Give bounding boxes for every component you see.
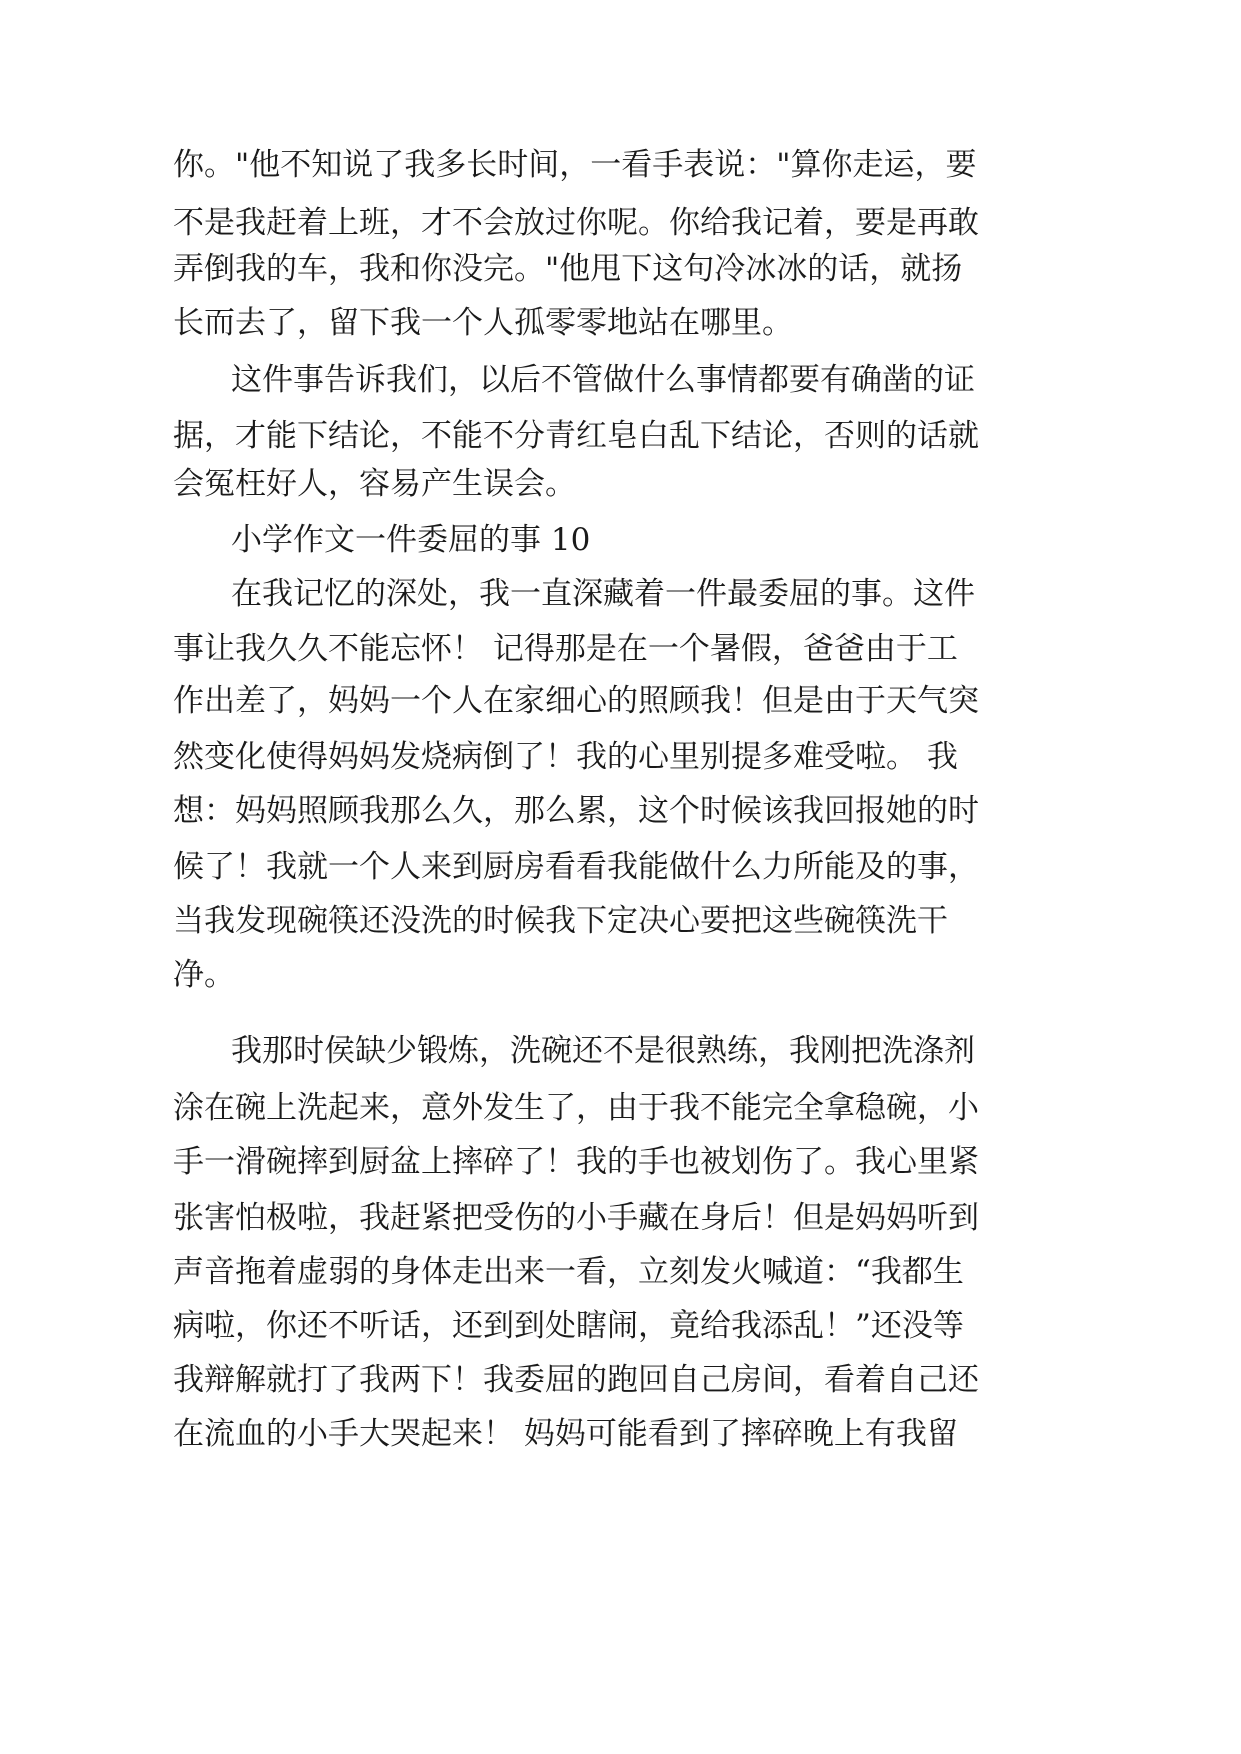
text-line: 长而去了，留下我一个人孤零零地站在哪里。 [173, 305, 793, 341]
text-line: 不是我赶着上班，才不会放过你呢。你给我记着，要是再敢 [173, 205, 979, 241]
text-line: 涂在碗上洗起来，意外发生了，由于我不能完全拿稳碗，小 [173, 1090, 979, 1126]
text-line: 候了！我就一个人来到厨房看看我能做什么力所能及的事， [173, 849, 979, 885]
text-line: 手一滑碗摔到厨盆上摔碎了！我的手也被划伤了。我心里紧 [173, 1144, 979, 1180]
text-line: 想：妈妈照顾我那么久，那么累，这个时候该我回报她的时 [173, 793, 979, 829]
text-line: 会冤枉好人，容易产生误会。 [173, 466, 576, 502]
text-line: 我辩解就打了我两下！我委屈的跑回自己房间，看着自己还 [173, 1362, 979, 1398]
text-line: 弄倒我的车，我和你没完。"他甩下这句冷冰冰的话，就扬 [173, 251, 963, 287]
text-line: 据，才能下结论，不能不分青红皂白乱下结论，否则的话就 [173, 418, 979, 454]
text-line: 事让我久久不能忘怀！ 记得那是在一个暑假，爸爸由于工 [173, 631, 958, 667]
text-line: 我那时侯缺少锻炼，洗碗还不是很熟练，我刚把洗涤剂 [231, 1033, 975, 1069]
section-heading: 小学作文一件委屈的事 10 [231, 522, 591, 558]
text-line: 作出差了，妈妈一个人在家细心的照顾我！但是由于天气突 [173, 683, 979, 719]
text-line: 声音拖着虚弱的身体走出来一看，立刻发火喊道：“我都生 [173, 1254, 964, 1290]
text-line: 然变化使得妈妈发烧病倒了！我的心里别提多难受啦。 我 [173, 739, 958, 775]
text-line: 你。"他不知说了我多长时间，一看手表说："算你走运，要 [173, 147, 977, 183]
text-line: 在我记忆的深处，我一直深藏着一件最委屈的事。这件 [231, 576, 975, 612]
text-line: 净。 [173, 957, 235, 993]
text-line: 当我发现碗筷还没洗的时候我下定决心要把这些碗筷洗干 [173, 903, 948, 939]
text-line: 在流血的小手大哭起来！ 妈妈可能看到了摔碎晚上有我留 [173, 1416, 958, 1452]
text-line: 病啦，你还不听话，还到到处瞎闹，竟给我添乱！”还没等 [173, 1308, 964, 1344]
text-line: 张害怕极啦，我赶紧把受伤的小手藏在身后！但是妈妈听到 [173, 1200, 979, 1236]
text-line: 这件事告诉我们，以后不管做什么事情都要有确凿的证 [231, 362, 975, 398]
